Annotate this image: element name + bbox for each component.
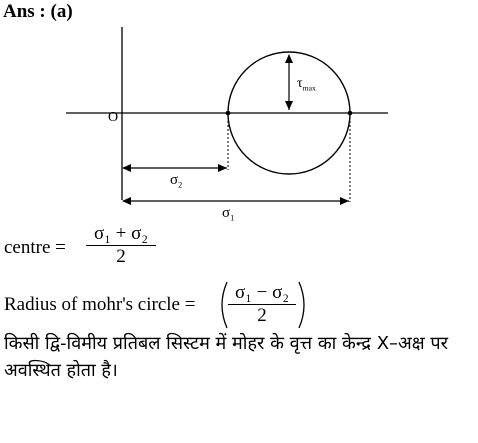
sigma1-label: $\sigma_1$ bbox=[222, 205, 235, 223]
sigma2-label: $\sigma_2$ bbox=[170, 172, 183, 190]
radius-label: Radius of mohr's circle = bbox=[4, 294, 196, 315]
radius-denominator: 2 bbox=[228, 304, 296, 327]
origin-label: O bbox=[108, 110, 119, 125]
answer-heading: Ans : (a) bbox=[3, 1, 73, 22]
centre-label: centre = bbox=[4, 237, 66, 258]
centre-denominator: 2 bbox=[86, 245, 156, 268]
tau-max-label: $\tau_{max}$ bbox=[297, 76, 316, 93]
hindi-explanation: किसी द्वि-विमीय प्रतिबल सिस्टम में मोहर के वृत्त का केन्द्र X–अक्ष पर अवस्थित होता है। bbox=[4, 333, 448, 381]
radius-numerator: σ₁ − σ₂ bbox=[235, 282, 289, 303]
right-paren bbox=[296, 280, 310, 330]
centre-numerator: σ₁ + σ₂ bbox=[94, 223, 148, 244]
radius-fraction bbox=[228, 282, 296, 327]
centre-fraction bbox=[86, 223, 156, 268]
